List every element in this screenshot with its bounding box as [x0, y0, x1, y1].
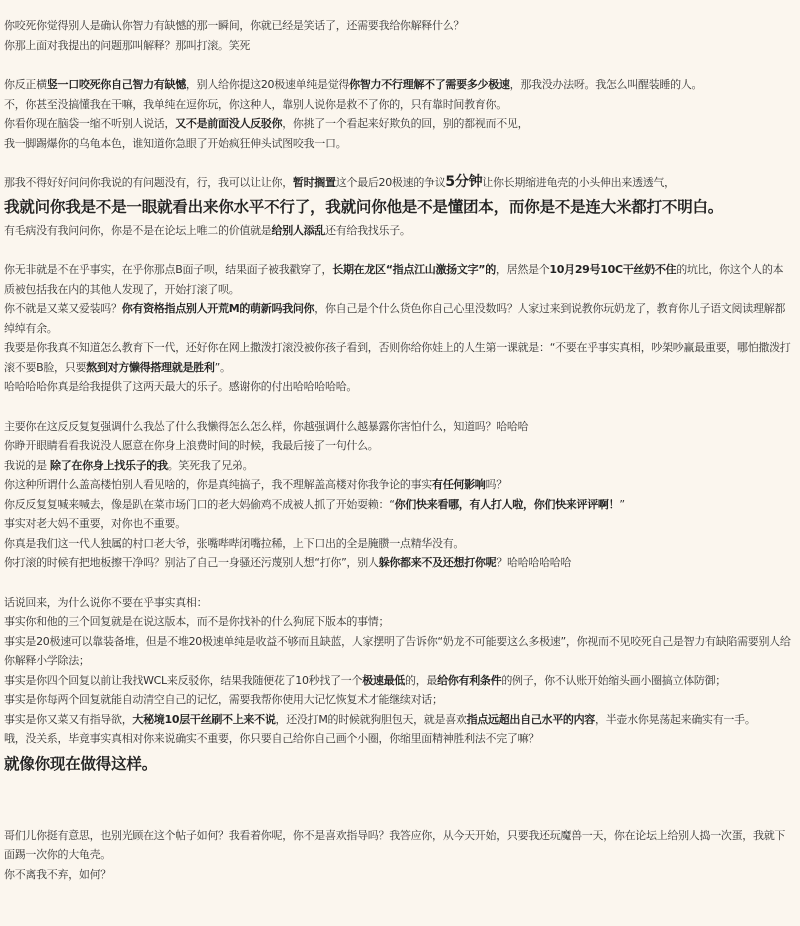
text-run: 主要你在这反反复复强调什么我怂了什么我懒得怎么怎么样，你越强调什么越暴露你害怕什么，知道吗？哈哈哈 — [4, 419, 529, 433]
text-run: 哈哈哈哈你真是给我提供了这两天最大的乐子。感谢你的付出哈哈哈哈哈。 — [4, 380, 358, 393]
bold-text: 10月29号10C干丝奶不住 — [549, 263, 677, 276]
text-run: 哦，没关系，毕竟事实真相对你来说确实不重要，你只要自己给你自己画个小圈，你缩里面精神胜利法不完了嘛？ — [4, 732, 539, 745]
text-run: 事实是你四个回复以前让我找WCL来反驳你，结果我随便花了10秒找了一个 — [4, 673, 363, 687]
paragraph-gap — [4, 153, 792, 173]
paragraph — [4, 456, 792, 476]
paragraph — [4, 173, 792, 193]
paragraph — [4, 593, 792, 613]
bold-text: 极速最低 — [362, 673, 405, 687]
text-run: 的，最 — [405, 673, 438, 687]
bold-text: 熬到对方懒得搭理就是胜利 — [86, 360, 215, 374]
text-run: 还有给我找乐子。 — [325, 223, 411, 237]
paragraph — [4, 690, 792, 710]
text-run: ，半壶水你晃荡起来确实有一手。 — [595, 712, 756, 726]
text-run: ” — [619, 497, 625, 511]
text-run: 事实你和他的三个回复就是在说这版本，而不是你找补的什么狗屁下版本的事情； — [4, 615, 390, 628]
paragraph — [4, 826, 792, 865]
paragraph — [4, 417, 792, 437]
bold-text: 指点远超出自己水平的内容 — [466, 712, 596, 726]
paragraph — [4, 221, 792, 241]
text-run: 。笑死我了兄弟。 — [167, 458, 254, 472]
text-run: 事实是你每两个回复就能自动清空自己的记忆，需要我帮你使用大记忆恢复术才能继续对话； — [4, 693, 443, 706]
text-run: 你真是我们这一代人独属的村口老大爷，张嘴哔哔闭嘴拉稀，上下口出的全是腌臜一点精华没有。 — [4, 536, 465, 550]
paragraph — [4, 671, 792, 691]
text-run: 你不就是又菜又爱装吗？ — [4, 302, 122, 315]
text-run: 你无非就是不在乎事实，在乎你那点B面子呗，结果面子被我戳穿了， — [4, 263, 333, 276]
paragraph — [4, 377, 792, 397]
paragraph-gap — [4, 779, 792, 813]
text-run: ，你自己是个什么货色你自己心里没数吗？人家过来到说教你玩奶龙了，教育你儿子语文阅读理解都绰绰有余。 — [4, 302, 786, 335]
text-run: ，居然是个 — [495, 263, 550, 276]
bold-text: 给你有利条件 — [437, 673, 502, 687]
text-run: 的坑比，你这个人的本质被包括我在内的其他人发现了，开始打滚了呗。 — [4, 263, 784, 296]
text-run: 你反反复复喊来喊去，像是趴在菜市场门口的老大妈偷鸡不成被人抓了开始耍赖：“ — [4, 497, 395, 511]
bold-text: 躲你都来不及还想打你呢 — [378, 556, 497, 569]
text-run: 你反正横 — [4, 78, 47, 91]
paragraph — [4, 710, 792, 730]
text-run: 你看你现在脑袋一缩不听别人说话， — [4, 117, 176, 130]
paragraph-gap — [4, 397, 792, 417]
bold-text: 长期在龙区“指点江山激扬文字”的 — [332, 263, 496, 276]
text-run: 让你长期缩进龟壳的小头伸出来透透气， — [482, 176, 675, 189]
paragraph — [4, 553, 792, 573]
bold-text: 你智力不行理解不了需要多少极速 — [349, 78, 510, 91]
emphasis-paragraph — [4, 193, 792, 221]
paragraph-gap — [4, 55, 792, 75]
text-run: 事实对老大妈不重要，对你也不重要。 — [4, 517, 186, 530]
text-run: ，那我没办法呀。我怎么叫醒装睡的人。 — [509, 78, 703, 91]
bold-text: 有任何影响 — [432, 478, 486, 491]
paragraph — [4, 36, 792, 56]
text-run: 事实是20极速可以靠装备堆，但是不堆20极速单纯是收益不够而且缺蓝，人家摆明了告诉你“奶龙不可能要这么多极速”，你视而不见咬死自己是智力有缺陷需要别人给你解释小学除法； — [4, 634, 791, 667]
paragraph — [4, 260, 792, 299]
text-run: 哥们儿你挺有意思，也别光顾在这个帖子如何？我看着你呢，你不是喜欢指导吗？我答应你，从今天开始，只要我还玩魔兽一天，你在论坛上给别人捣一次蛋，我就下面踢一次你的大龟壳。 — [4, 828, 786, 861]
text-run: 你咬死你觉得别人是确认你智力有缺憾的那一瞬间，你就已经是笑话了，还需要我给你解释什么？ — [4, 19, 465, 32]
text-run: ，别人给你提这20极速单纯是觉得 — [185, 78, 350, 91]
text-run: ”。 — [214, 360, 231, 374]
paragraph — [4, 436, 792, 456]
text-run: 事实是你又菜又有指导欲， — [4, 712, 133, 726]
bold-text: 你们快来看哪，有人打人啦，你们快来评评啊！ — [394, 497, 620, 511]
paragraph — [4, 865, 792, 885]
bold-text: 你有资格指点别人开荒M的萌新吗我问你 — [121, 302, 315, 315]
emphasis-large: 5分钟 — [445, 174, 483, 190]
text-run: 话说回来，为什么说你不要在乎事实真相： — [4, 595, 208, 609]
text-run: 你那上面对我提出的问题那叫解释？那叫打滚。笑死 — [4, 38, 251, 52]
paragraph — [4, 534, 792, 554]
paragraph — [4, 475, 792, 495]
text-run: 吗？ — [485, 478, 507, 491]
text-run: 的例子，你不认账开始缩头画小圈搞立体防御； — [501, 673, 727, 687]
bold-text: 给别人添乱 — [271, 223, 325, 237]
paragraph — [4, 514, 792, 534]
bold-text: 大秘境10层干丝刷不上来不说 — [132, 712, 276, 726]
paragraph — [4, 134, 792, 154]
text-run: 我说的是 — [4, 458, 50, 472]
text-run: 你这种所谓什么盖高楼怕别人看见啥的，你是真纯搞子，我不理解盖高楼对你我争论的事实 — [4, 478, 432, 491]
paragraph-gap — [4, 573, 792, 593]
text-run: 你打滚的时候有把地板擦干净吗？别沾了自己一身骚还污蔑别人想“打你”，别人 — [4, 556, 379, 569]
text-run: 我要是你我真不知道怎么教育下一代，还好你在网上撒泼打滚没被你孩子看到，否则你给你娃上的人生第一课就是：“不要在乎事实真相，吵架吵赢最重要，哪怕撒泼打滚不要B脸，只要 — [4, 341, 791, 374]
text-run: 你睁开眼睛看看我说没人愿意在你身上浪费时间的时候，我最后接了一句什么。 — [4, 439, 379, 452]
text-run: 这个最后20极速的争议 — [335, 176, 446, 189]
paragraph — [4, 16, 792, 36]
emphasis-paragraph — [4, 749, 792, 779]
bold-text: 竖一口咬死你自己智力有缺憾 — [46, 78, 186, 91]
text-run: 我就问你我是不是一眼就看出来你水平不行了，我就问你他是不是懂团本，而你是不是连大米都打不明白。 — [4, 197, 724, 216]
paragraph-gap — [4, 813, 792, 826]
text-run: ，还没打M的时候就狗胆包天，就是喜欢 — [275, 712, 467, 726]
paragraph — [4, 612, 792, 632]
paragraph — [4, 299, 792, 338]
text-run: 有毛病没有我问问你，你是不是在论坛上唯二的价值就是 — [4, 223, 272, 237]
text-run: 就像你现在做得这样。 — [4, 754, 158, 773]
paragraph-gap — [4, 240, 792, 260]
bold-text: 暂时搁置 — [292, 176, 336, 189]
paragraph — [4, 729, 792, 749]
bold-text: 除了在你身上找乐子的我 — [50, 458, 168, 472]
paragraph — [4, 75, 792, 95]
paragraph — [4, 632, 792, 671]
text-run: ？哈哈哈哈哈哈 — [496, 556, 572, 569]
text-run: 不，你甚至没搞懂我在干嘛，我单纯在逗你玩，你这种人，靠别人说你是救不了你的，只有靠时间教育你。 — [4, 97, 507, 111]
bold-text: 又不是前面没人反驳你 — [175, 117, 283, 130]
paragraph — [4, 338, 792, 377]
text-run: ，你挑了一个看起来好欺负的回，别的都视而不见， — [282, 117, 529, 130]
text-run: 我一脚踢爆你的乌龟本色，谁知道你急眼了开始疯狂伸头试图咬我一口。 — [4, 136, 347, 150]
paragraph — [4, 114, 792, 134]
text-run: 那我不得好好问问你我说的有问题没有，行，我可以让让你， — [4, 176, 293, 189]
text-run: 你不离我不弃，如何？ — [4, 867, 111, 881]
paragraph — [4, 495, 792, 515]
paragraph — [4, 95, 792, 115]
